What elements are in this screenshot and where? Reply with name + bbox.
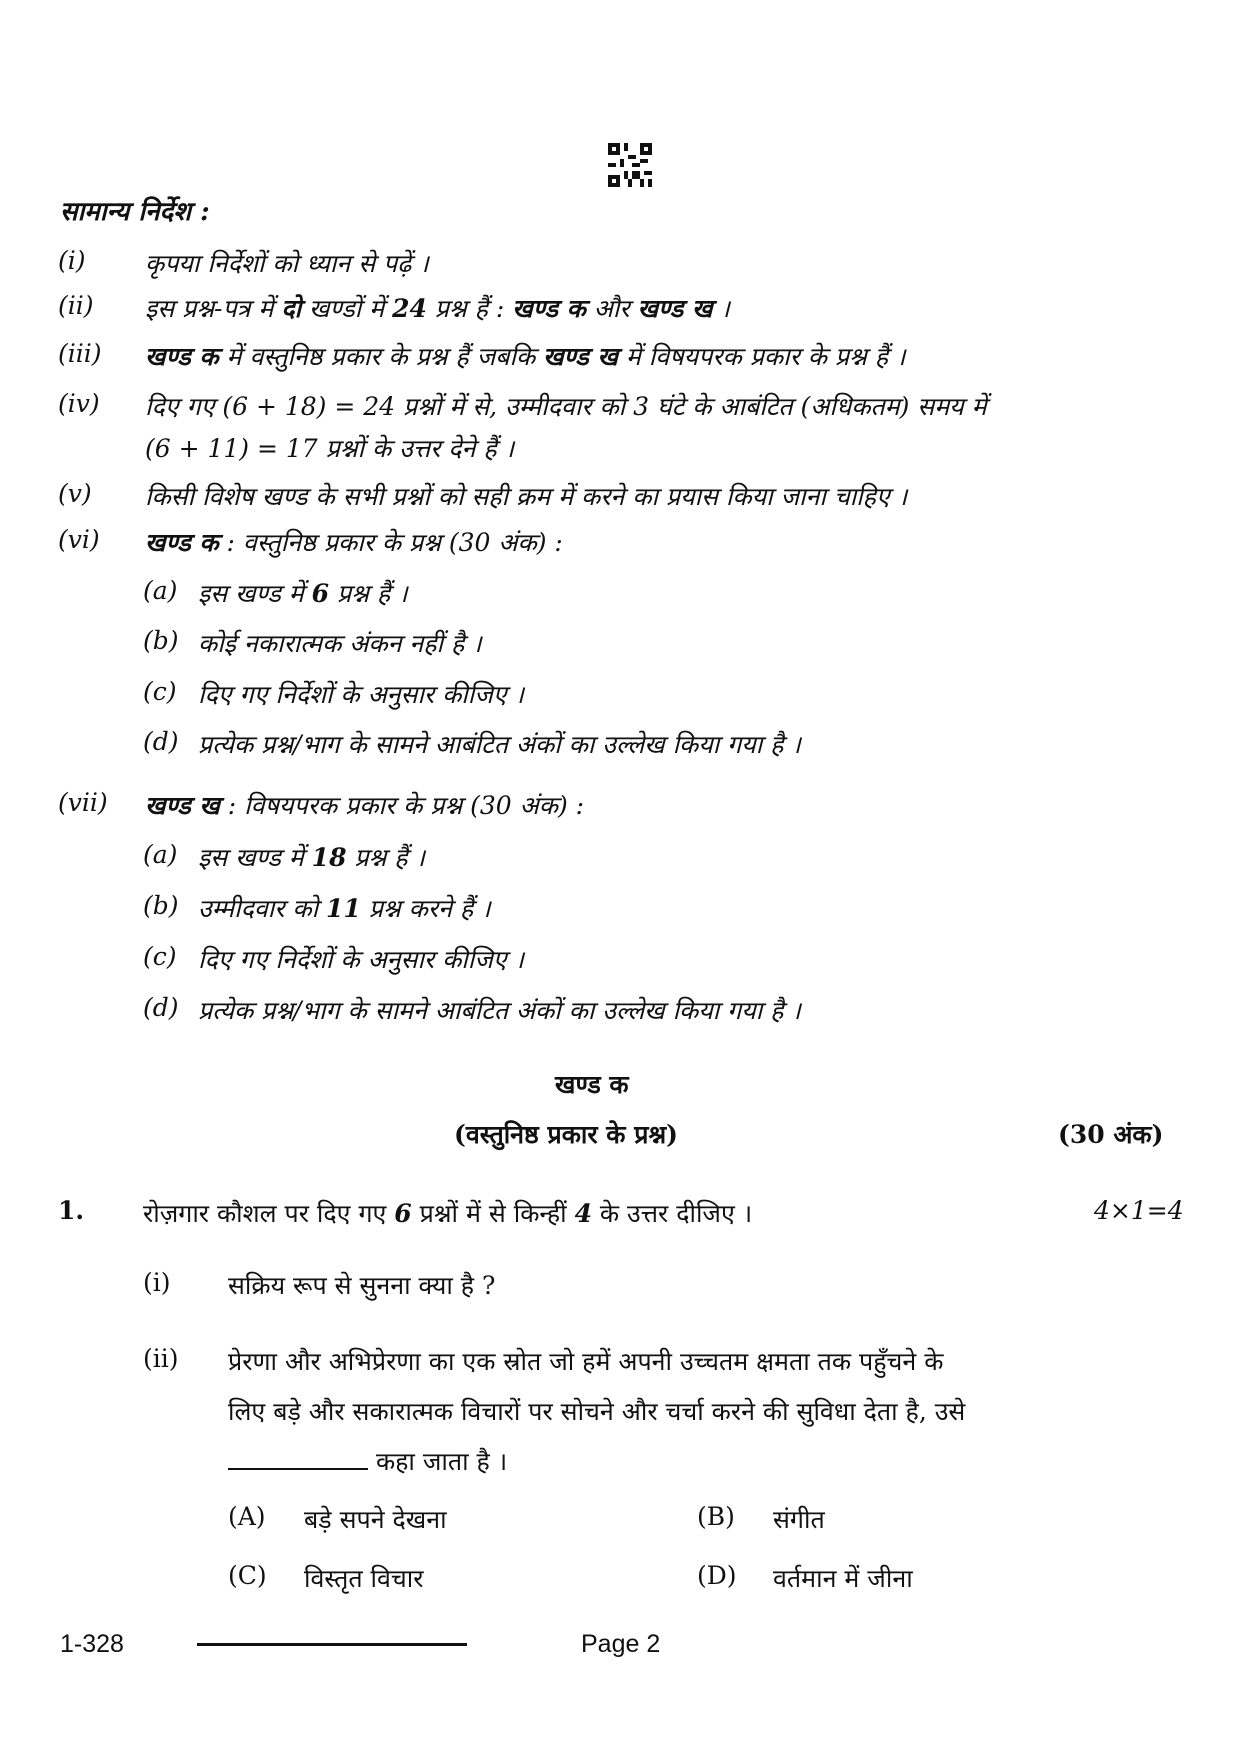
sub-instruction-number: (a) xyxy=(143,576,178,605)
instruction-text: इस प्रश्न-पत्र में दो खण्डों में 24 प्रश्न हैं : खण्ड क और खण्ड ख । xyxy=(145,294,730,323)
option-label: (C) xyxy=(228,1561,267,1590)
option-label: (B) xyxy=(697,1502,735,1531)
instruction-text: कृपया निर्देशों को ध्यान से पढ़ें । xyxy=(145,249,429,278)
instruction-number: (vii) xyxy=(58,788,108,817)
sub-instruction-number: (c) xyxy=(143,677,177,706)
sub-instruction-number: (b) xyxy=(143,626,179,655)
sub-question-text: सक्रिय रूप से सुनना क्या है ? xyxy=(228,1271,496,1300)
option-label: (A) xyxy=(228,1502,266,1531)
instruction-number: (v) xyxy=(58,479,92,508)
question-marks: 4×1=4 xyxy=(1094,1196,1184,1225)
instruction-text: खण्ड क : वस्तुनिष्ठ प्रकार के प्रश्न (30 अंक) : xyxy=(145,528,563,557)
sub-instruction-number: (c) xyxy=(143,942,177,971)
sub-instruction-number: (d) xyxy=(143,993,179,1022)
paper-code: 1-328 xyxy=(60,1630,124,1658)
sub-instruction-text: दिए गए निर्देशों के अनुसार कीजिए । xyxy=(198,945,525,974)
question-text: रोज़गार कौशल पर दिए गए 6 प्रश्नों में से किन्हीं 4 के उत्तर दीजिए । xyxy=(143,1199,753,1228)
sub-question-number: (ii) xyxy=(143,1344,179,1373)
instruction-number: (iii) xyxy=(58,339,102,368)
instruction-text: खण्ड ख : विषयपरक प्रकार के प्रश्न (30 अंक) : xyxy=(145,791,585,820)
footer-divider xyxy=(197,1643,467,1646)
sub-instruction-text: प्रत्येक प्रश्न/भाग के सामने आबंटित अंकों का उल्लेख किया गया है । xyxy=(198,996,801,1025)
sub-instruction-number: (d) xyxy=(143,727,179,756)
sub-instruction-number: (b) xyxy=(143,891,179,920)
instruction-text: किसी विशेष खण्ड के सभी प्रश्नों को सही क्रम में करने का प्रयास किया जाना चाहिए । xyxy=(145,482,908,511)
instruction-number: (vi) xyxy=(58,525,100,554)
option-text: वर्तमान में जीना xyxy=(773,1564,913,1593)
instruction-number: (ii) xyxy=(58,291,94,320)
sub-instruction-text: उम्मीदवार को 11 प्रश्न करने हैं । xyxy=(198,894,491,923)
sub-instruction-text: दिए गए निर्देशों के अनुसार कीजिए । xyxy=(198,680,525,709)
answer-blank xyxy=(228,1450,368,1470)
section-title: खण्ड क xyxy=(555,1070,629,1099)
page-number: Page 2 xyxy=(581,1630,661,1658)
sub-instruction-number: (a) xyxy=(143,840,178,869)
section-marks: (30 अंक) xyxy=(1058,1120,1164,1149)
option-text: बड़े सपने देखना xyxy=(304,1505,447,1534)
sub-instruction-text: इस खण्ड में 18 प्रश्न हैं । xyxy=(198,843,425,872)
instruction-text: दिए गए (6 + 18) = 24 प्रश्नों में से, उम्मीदवार को 3 घंटे के आबंटित (अधिकतम) समय में xyxy=(145,392,987,421)
instruction-number: (i) xyxy=(58,246,86,275)
sub-question-number: (i) xyxy=(143,1268,171,1297)
section-subtitle: (वस्तुनिष्ठ प्रकार के प्रश्न) xyxy=(454,1120,678,1149)
instructions-heading: सामान्य निर्देश : xyxy=(60,197,210,227)
sub-instruction-text: कोई नकारात्मक अंकन नहीं है । xyxy=(198,629,482,658)
instruction-number: (iv) xyxy=(58,389,100,418)
sub-question-text: प्रेरणा और अभिप्रेरणा का एक स्रोत जो हमें अपनी उच्चतम क्षमता तक पहुँचने के xyxy=(228,1347,944,1376)
instruction-text: (6 + 11) = 17 प्रश्नों के उत्तर देने हैं । xyxy=(145,434,515,463)
qr-code-icon xyxy=(608,143,652,187)
sub-question-text: कहा जाता है । xyxy=(228,1444,507,1478)
sub-question-text: लिए बड़े और सकारात्मक विचारों पर सोचने और चर्चा करने की सुविधा देता है, उसे xyxy=(228,1397,966,1426)
instruction-text: खण्ड क में वस्तुनिष्ठ प्रकार के प्रश्न हैं जबकि खण्ड ख में विषयपरक प्रकार के प्रश्न हैं । xyxy=(145,342,906,371)
sub-instruction-text: प्रत्येक प्रश्न/भाग के सामने आबंटित अंकों का उल्लेख किया गया है । xyxy=(198,730,801,759)
option-label: (D) xyxy=(697,1561,737,1590)
question-number: 1. xyxy=(58,1196,85,1225)
option-text: विस्तृत विचार xyxy=(304,1564,424,1593)
sub-instruction-text: इस खण्ड में 6 प्रश्न हैं । xyxy=(198,579,408,608)
option-text: संगीत xyxy=(773,1505,825,1534)
